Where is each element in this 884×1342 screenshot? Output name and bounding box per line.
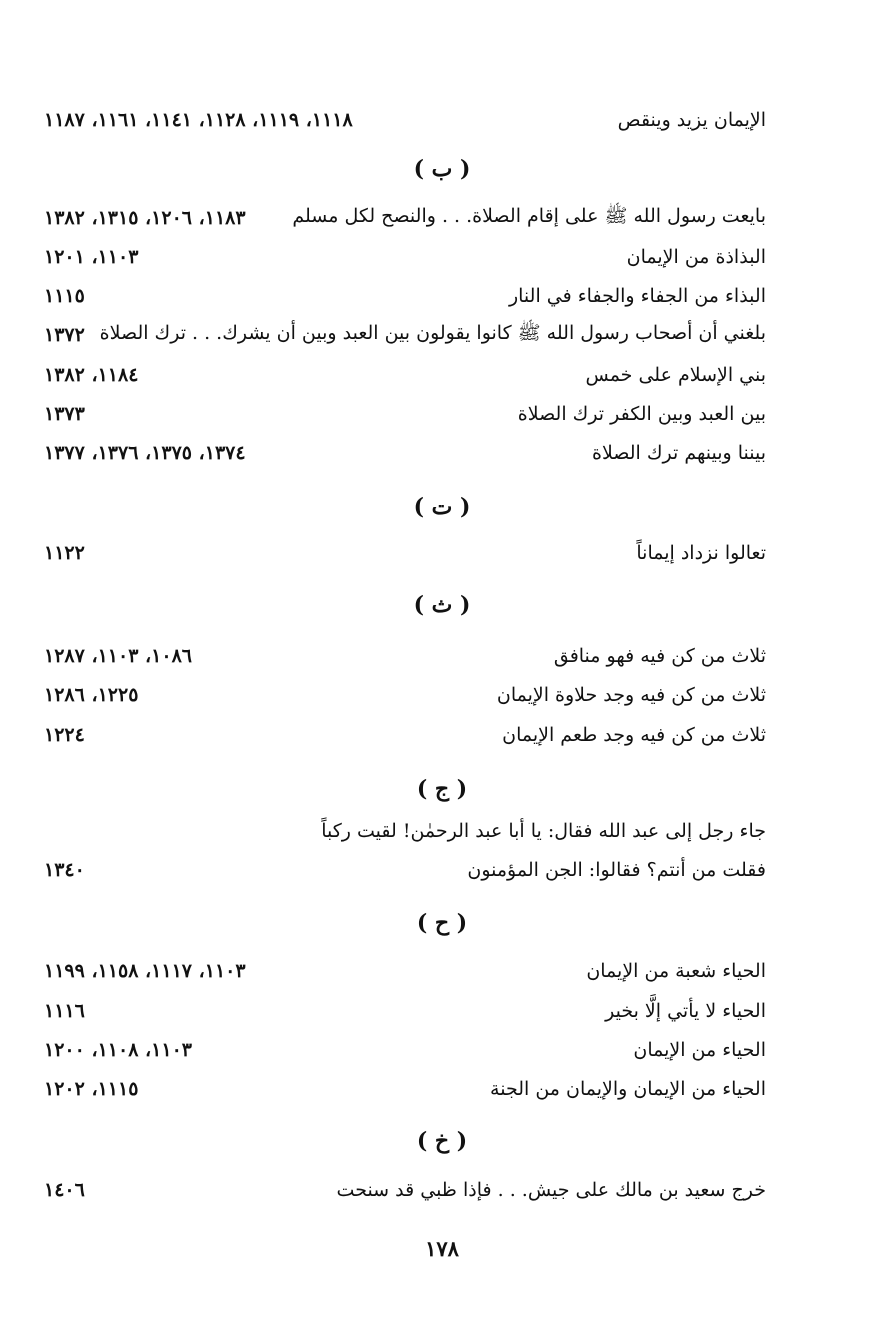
entry-refs: ١٣٧٣ xyxy=(44,403,85,425)
entry-text: الإيمان يزيد وينقص xyxy=(617,109,766,131)
entry-refs: ١١١٥، ١٢٠٢ xyxy=(44,1078,139,1100)
entry-refs: ١١١٥ xyxy=(44,285,85,307)
index-entry xyxy=(44,280,766,312)
index-entry xyxy=(44,319,766,351)
entry-text: بيننا وبينهم ترك الصلاة xyxy=(592,442,766,464)
index-entry xyxy=(44,241,766,273)
index-entry xyxy=(44,1073,766,1105)
entry-refs: ١١٢٢ xyxy=(44,542,85,564)
entry-refs: ١١٠٣، ١١١٧، ١١٥٨، ١١٩٩ xyxy=(44,960,246,982)
index-entry xyxy=(44,719,766,751)
section-letter-kha: ( خ ) xyxy=(416,1128,468,1154)
entry-text: بلغني أن أصحاب رسول الله ﷺ كانوا يقولون بين العبد وبين أن يشرك. . . ترك الصلاة xyxy=(99,322,766,344)
entry-refs: ١٣٧٤، ١٣٧٥، ١٣٧٦، ١٣٧٧ xyxy=(44,442,246,464)
entry-refs: ١٤٠٦ xyxy=(44,1179,85,1201)
entry-refs: ١٠٨٦، ١١٠٣، ١٢٨٧ xyxy=(44,645,192,667)
entry-refs: ١٢٢٤ xyxy=(44,724,85,746)
entry-text-line1: جاء رجل إلى عبد الله فقال: يا أبا عبد الرحمٰن! لقيت ركباً xyxy=(321,820,766,842)
entry-refs: ١١٠٣، ١١٠٨، ١٢٠٠ xyxy=(44,1039,192,1061)
index-entry xyxy=(44,437,766,469)
index-entry xyxy=(44,359,766,391)
entry-text: ثلاث من كن فيه فهو منافق xyxy=(553,645,766,667)
entry-text: البذاذة من الإيمان xyxy=(626,246,766,268)
section-letter-ha: ( ح ) xyxy=(416,910,468,936)
entry-text: البذاء من الجفاء والجفاء في النار xyxy=(508,285,766,307)
entry-refs: ١٣٤٠ xyxy=(44,859,85,881)
section-letter-ta: ( ت ) xyxy=(413,494,471,520)
entry-text: بين العبد وبين الكفر ترك الصلاة xyxy=(517,403,766,425)
index-entry xyxy=(44,537,766,569)
entry-text: فقلت من أنتم؟ فقالوا: الجن المؤمنون xyxy=(467,859,766,881)
entry-refs: ١١١٦ xyxy=(44,1000,85,1022)
index-entry xyxy=(44,640,766,672)
entry-text: ثلاث من كن فيه وجد حلاوة الإيمان xyxy=(496,684,766,706)
index-entry xyxy=(44,1174,766,1206)
index-entry xyxy=(44,679,766,711)
entry-text: الحياء من الإيمان والإيمان من الجنة xyxy=(490,1078,766,1100)
section-letter-ba: ( ب ) xyxy=(413,156,471,182)
page-number: ١٧٨ xyxy=(425,1236,459,1261)
index-entry xyxy=(44,104,766,136)
index-entry xyxy=(44,955,766,987)
entry-text: الحياء شعبة من الإيمان xyxy=(586,960,766,982)
entry-refs: ١١٠٣، ١٢٠١ xyxy=(44,246,139,268)
index-entry xyxy=(44,398,766,430)
section-letter-tha: ( ث ) xyxy=(413,592,471,618)
entry-refs: ١٢٢٥، ١٢٨٦ xyxy=(44,684,139,706)
entry-text: خرج سعيد بن مالك على جيش. . . فإذا ظبي قد سنحت xyxy=(336,1179,766,1201)
entry-text: الحياء من الإيمان xyxy=(633,1039,766,1061)
entry-text: الحياء لا يأتي إلَّا بخير xyxy=(605,1000,766,1022)
index-entry xyxy=(44,1034,766,1066)
index-entry xyxy=(44,854,766,886)
index-entry xyxy=(44,995,766,1027)
entry-refs: ١٣٧٢ xyxy=(44,324,85,346)
entry-refs: ١١٨٤، ١٣٨٢ xyxy=(44,364,139,386)
entry-refs: ١١١٨، ١١١٩، ١١٢٨، ١١٤١، ١١٦١، ١١٨٧ xyxy=(44,109,353,131)
entry-text: بايعت رسول الله ﷺ على إقام الصلاة. . . والنصح لكل مسلم xyxy=(292,205,766,227)
entry-text: بني الإسلام على خمس xyxy=(585,364,766,386)
entry-text: تعالوا نزداد إيماناً xyxy=(636,542,766,564)
index-entry xyxy=(44,202,766,234)
entry-refs: ١١٨٣، ١٢٠٦، ١٣١٥، ١٣٨٢ xyxy=(44,207,246,229)
entry-text: ثلاث من كن فيه وجد طعم الإيمان xyxy=(502,724,766,746)
section-letter-jim: ( ج ) xyxy=(416,776,468,802)
